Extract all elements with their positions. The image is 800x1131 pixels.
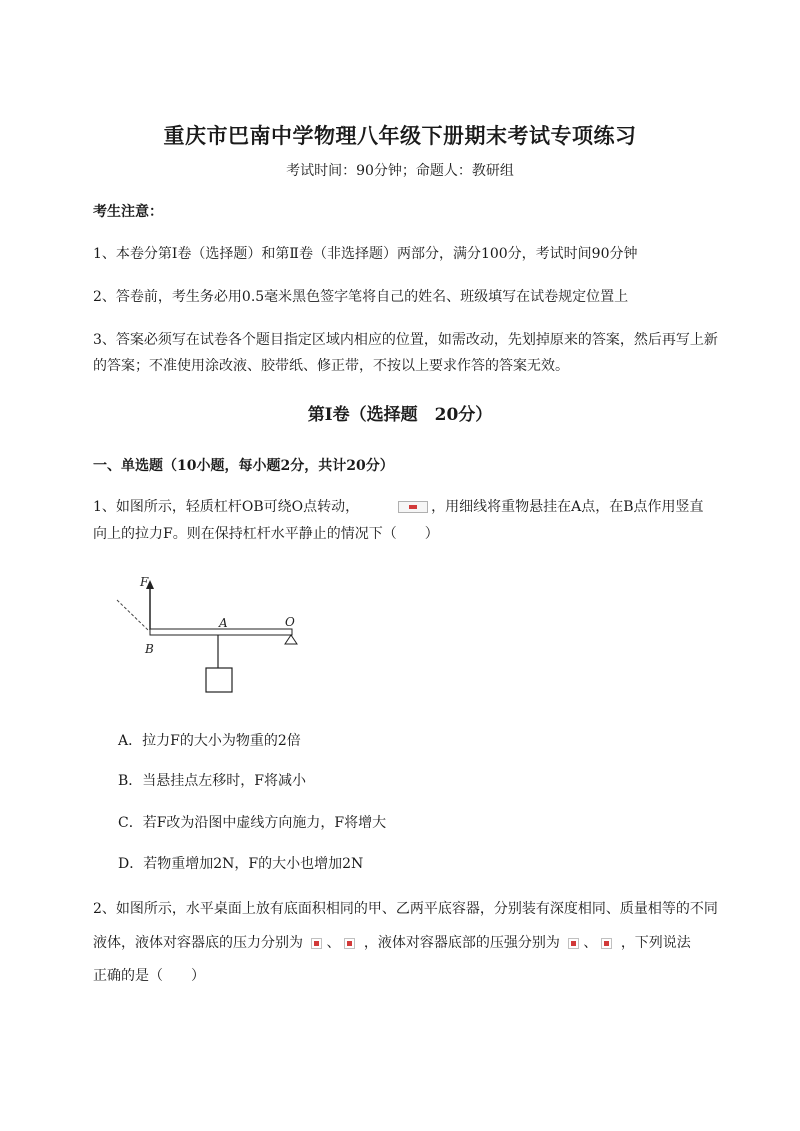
label-B: B: [145, 642, 154, 656]
formula-image-icon: [601, 938, 612, 949]
formula-image-icon: [311, 938, 322, 949]
weight-block: [206, 668, 232, 692]
q2-line-2: [93, 934, 753, 952]
label-O: O: [285, 615, 295, 629]
document-subtitle: 考试时间：90分钟；命题人：教研组: [286, 163, 514, 179]
notice-item-1: 1、本卷分第I卷（选择题）和第Ⅱ卷（非选择题）两部分，满分100分，考试时间90分钟: [93, 246, 638, 262]
q1-option-b: B．当悬挂点左移时，F将减小: [118, 773, 307, 789]
notice-item-2: 2、答卷前，考生务必用0.5毫米黑色签字笔将自己的姓名、班级填写在试卷规定位置上: [93, 289, 629, 305]
notice-item-3-cont: 的答案；不准使用涂改液、胶带纸、修正带，不按以上要求作答的答案无效。: [93, 358, 569, 374]
q2-line-1: 2、如图所示，水平桌面上放有底面积相同的甲、乙两平底容器，分别装有深度相同、质量相等的不同: [93, 901, 718, 917]
label-F: F: [140, 575, 149, 589]
q1-text-a: 1、如图所示，轻质杠杆OB可绕O点转动，: [93, 499, 360, 515]
document-title: 重庆市巴南中学物理八年级下册期末考试专项练习: [163, 123, 637, 148]
q2-text-c: ，下列说法: [620, 935, 691, 951]
q2-text-a: 液体，液体对容器底的压力分别为: [93, 935, 303, 951]
q1-option-d: D．若物重增加2N，F的大小也增加2N: [118, 856, 364, 872]
q1-line-2: 向上的拉力F。则在保持杠杆水平静止的情况下（ ）: [93, 526, 439, 542]
q2-sep-2: 、: [583, 935, 598, 951]
notice-item-3: 3、答案必须写在试卷各个题目指定区域内相应的位置，如需改动，先划掉原来的答案，然后再写上新: [93, 332, 718, 348]
label-A: A: [219, 616, 228, 630]
formula-image-icon: [568, 938, 579, 949]
q2-text-b: ，液体对容器底部的压强分别为: [363, 935, 560, 951]
lever-diagram: [112, 572, 312, 702]
formula-image-icon: [344, 938, 355, 949]
part-heading: 一、单选题（10小题，每小题2分，共计20分）: [93, 458, 394, 474]
broken-image-icon: [398, 501, 428, 513]
q1-text-b: ，用细线将重物悬挂在A点，在B点作用竖直: [431, 499, 704, 515]
q2-sep-1: 、: [326, 935, 341, 951]
notice-heading: 考生注意：: [93, 204, 163, 220]
q2-line-3: 正确的是（ ）: [93, 968, 205, 984]
q1-option-a: A．拉力F的大小为物重的2倍: [118, 733, 301, 749]
section-title: 第I卷（选择题 20分）: [307, 405, 493, 425]
dashed-line: [117, 600, 148, 630]
q1-option-c: C．若F改为沿图中虚线方向施力，F将增大: [118, 815, 387, 831]
pivot-support: [285, 635, 297, 644]
